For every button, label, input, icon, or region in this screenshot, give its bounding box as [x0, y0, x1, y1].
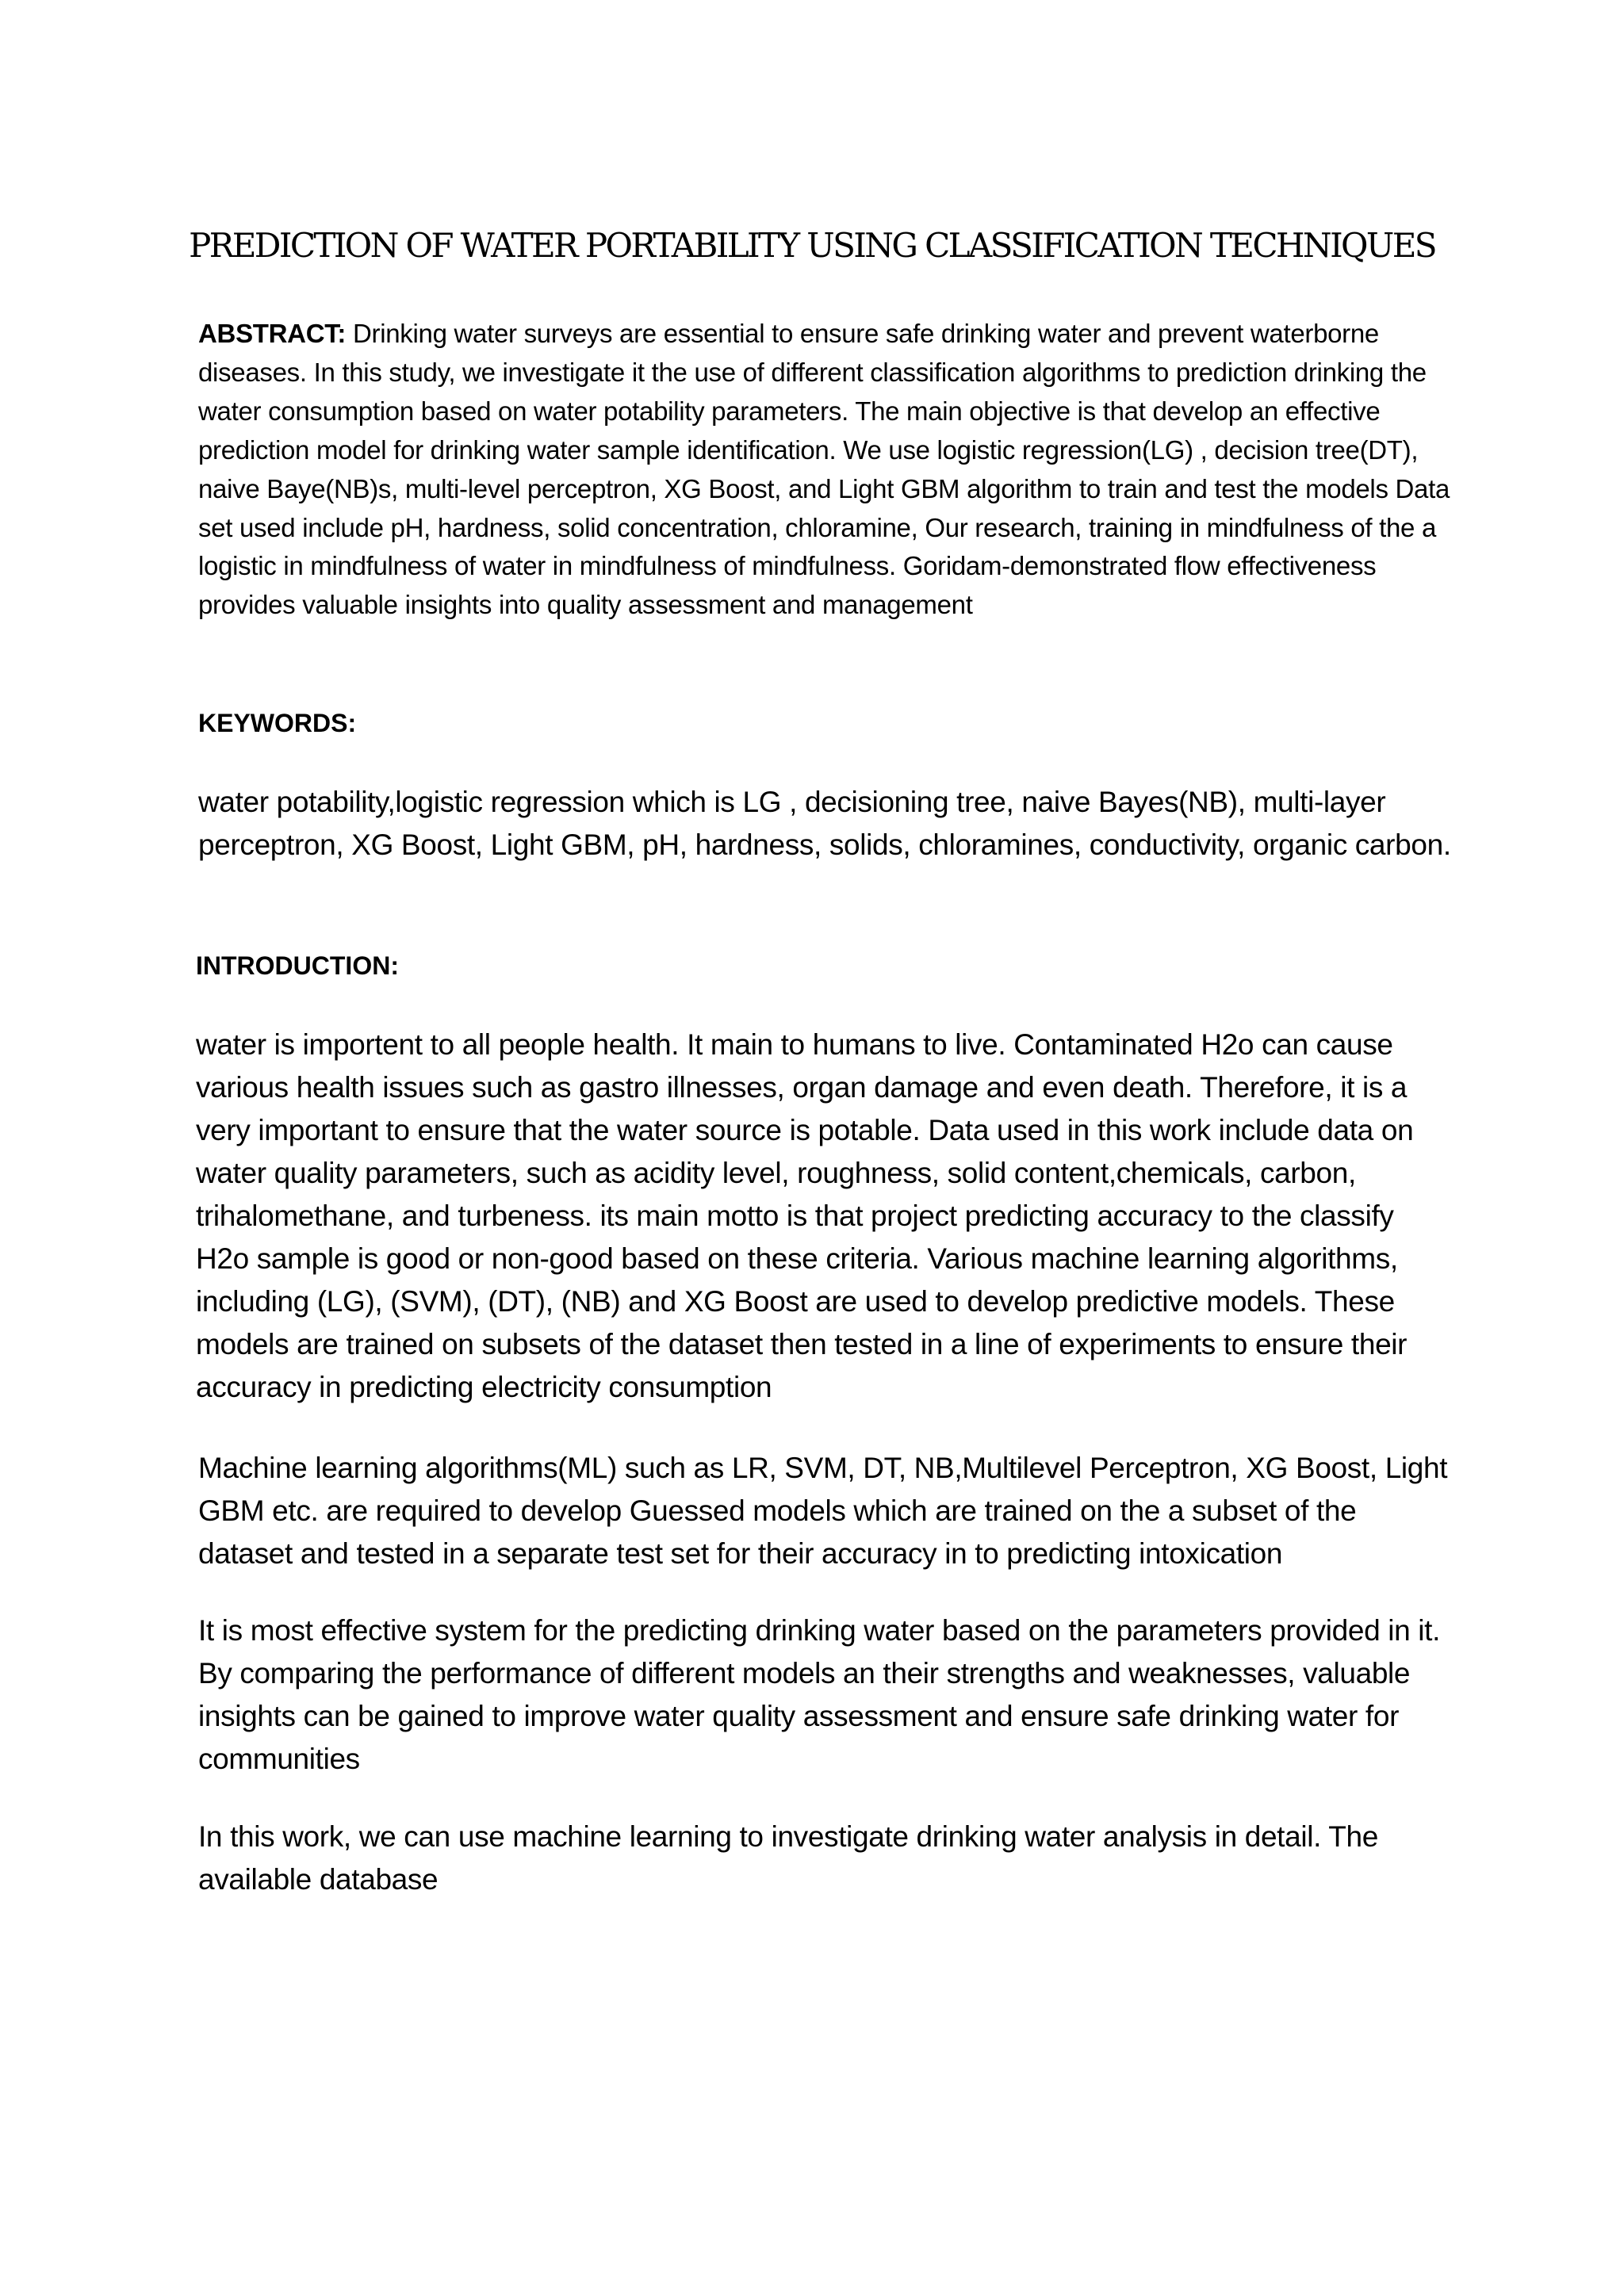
introduction-heading: INTRODUCTION:	[196, 951, 399, 980]
abstract-text: Drinking water surveys are essential to ensure safe drinking water and prevent waterborne diseases. In this study, we investigate it the use of different classification algorithms to prediction drinking the water consumption based on water potability parameters. The main objective is that develop an effective prediction model for drinking water sample identification. We use logistic regression(LG) , decision tree(DT), naive Baye(NB)s, multi-level perceptron, XG Boost, and Light GBM algorithm to train and test the models Data set used include pH, hardness, solid concentration, chloramine, Our research, training in mindfulness of the a logistic in mindfulness of water in mindfulness of mindfulness. Goridam-demonstrated flow effectiveness provides valuable insights into quality assessment and management	[198, 319, 1450, 620]
document-title: PREDICTION OF WATER PORTABILITY USING CLASSIFICATION TECHNIQUES	[189, 226, 1435, 265]
introduction-paragraph-1: water is importent to all people health. It main to humans to live. Contaminated H2o can cause various health issues such as gastro illnesses, organ damage and even death. Therefore, it is a very important to ensure that the water source is potable. Data used in this work include data on water quality parameters, such as acidity level, roughness, solid content,chemicals, carbon, trihalomethane, and turbeness. its main motto is that project predicting accuracy to the classify H2o sample is good or non-good based on these criteria. Various machine learning algorithms, including (LG), (SVM), (DT), (NB) and XG Boost are used to develop predictive models. These models are trained on subsets of the dataset then tested in a line of experiments to ensure their accuracy in predicting electricity consumption	[196, 1028, 1414, 1403]
abstract-paragraph	[198, 315, 1451, 625]
abstract-label: ABSTRACT:	[198, 319, 347, 348]
introduction-paragraph-3: It is most effective system for the predicting drinking water based on the parameters provided in it. By comparing the performance of different models an their strengths and weaknesses, valuable insights can be gained to improve water quality assessment and ensure safe drinking water for communities	[198, 1614, 1441, 1775]
introduction-paragraph-4: In this work, we can use machine learning to investigate drinking water analysis in detail. The available database	[198, 1820, 1378, 1896]
introduction-paragraph-2: Machine learning algorithms(ML) such as LR, SVM, DT, NB,Multilevel Perceptron, XG Boost, Light GBM etc. are required to develop Guessed models which are trained on the a subset of the dataset and tested in a separate test set for their accuracy in to predicting intoxication	[198, 1452, 1448, 1570]
keywords-text: water potability,logistic regression which is LG , decisioning tree, naive Bayes(NB), multi-layer perceptron, XG Boost, Light GBM, pH, hardness, solids, chloramines, conductivity, organic carbon.	[198, 786, 1451, 861]
keywords-heading: KEYWORDS:	[198, 709, 357, 737]
